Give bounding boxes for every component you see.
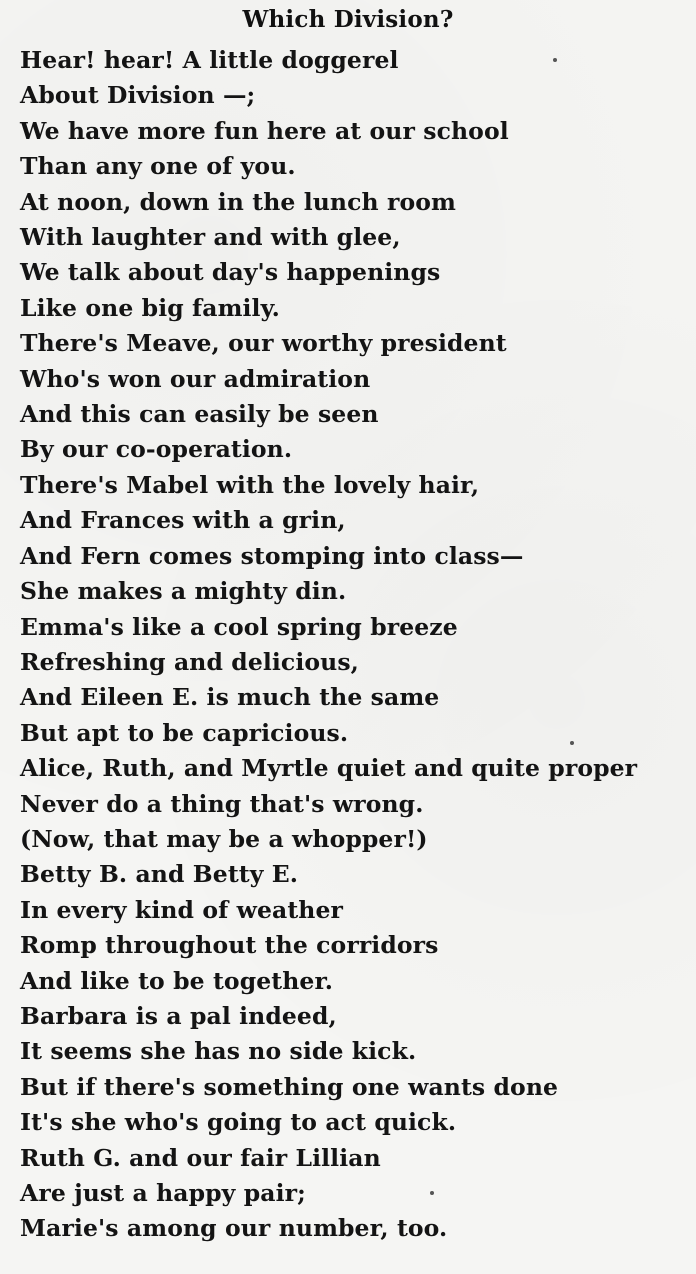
poem-line: And Frances with a grin, [20,506,346,535]
poem-line: Romp throughout the corridors [20,931,439,960]
poem-line: And this can easily be seen [20,400,379,429]
poem-line: By our co-operation. [20,435,293,464]
print-speck [430,1191,434,1195]
poem-line: Than any one of you. [20,152,296,181]
print-speck [570,741,574,745]
poem-line: And Eileen E. is much the same [20,683,440,712]
poem-line: But if there's something one wants done [20,1072,559,1101]
print-speck [553,58,557,62]
poem-line: It seems she has no side kick. [20,1037,417,1066]
poem-line: But apt to be capricious. [20,718,349,747]
poem-line: Emma's like a cool spring breeze [20,612,458,641]
poem-line: She makes a mighty din. [20,577,347,606]
poem-line: Who's won our admiration [20,364,371,393]
poem-line: (Now, that may be a whopper!) [20,824,428,853]
poem-line: We have more fun here at our school [20,116,509,145]
poem-line: Like one big family. [20,293,280,322]
poem-line: Alice, Ruth, and Myrtle quiet and quite proper [20,754,638,783]
poem-line: Hear! hear! A little doggerel [20,46,399,74]
poem-line: It's she who's going to act quick. [20,1108,457,1137]
poem-line: Ruth G. and our fair Lillian [20,1143,381,1172]
poem-line: Barbara is a pal indeed, [20,1001,337,1030]
poem-title: Which Division? [242,6,454,33]
poem-line: Are just a happy pair; [20,1179,306,1207]
poem-body [20,43,696,1247]
poem-line: There's Meave, our worthy president [20,329,507,358]
poem-line: We talk about day's happenings [20,258,441,287]
poem-line: At noon, down in the lunch room [20,187,456,216]
poem-line: About Division —; [20,81,256,110]
poem-line: There's Mabel with the lovely hair, [20,470,480,499]
poem-line: In every kind of weather [20,895,343,924]
poem-line: With laughter and with glee, [20,223,401,252]
poem-line: And like to be together. [20,966,334,995]
poem-line: Never do a thing that's wrong. [20,789,424,818]
poem-line: Marie's among our number, too. [20,1214,448,1243]
poem-line: Refreshing and delicious, [20,647,359,676]
poem-line: Betty B. and Betty E. [20,860,299,889]
poem-line: And Fern comes stomping into class— [20,541,524,570]
